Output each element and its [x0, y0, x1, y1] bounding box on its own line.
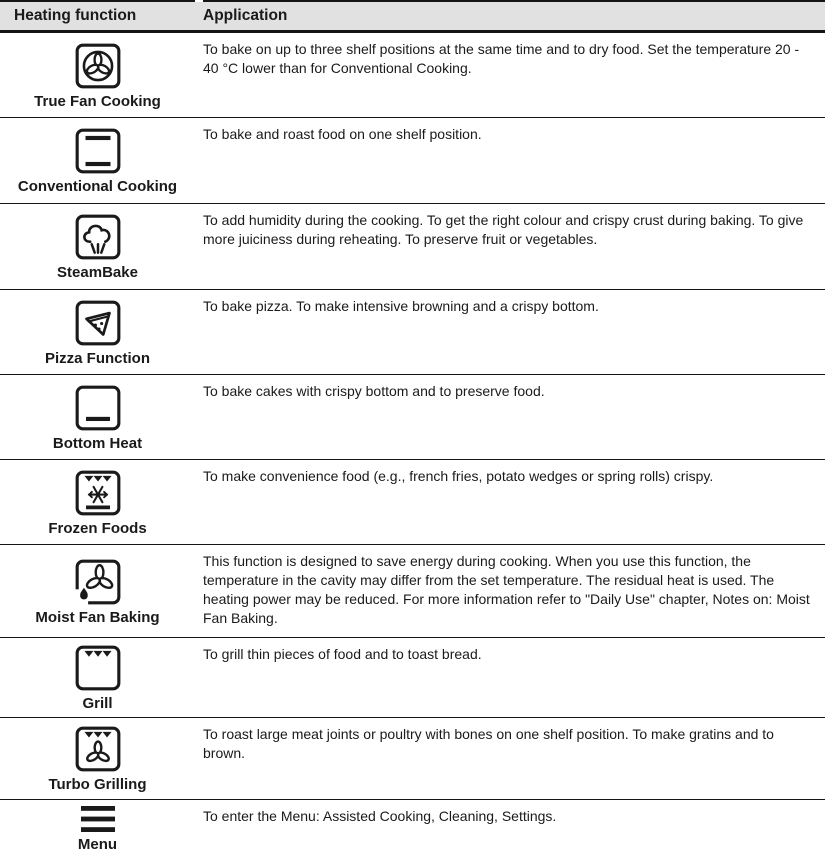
steambake-icon: [73, 212, 123, 262]
table-row: [0, 204, 825, 290]
function-name: Bottom Heat: [52, 434, 143, 452]
menu-icon: [76, 804, 120, 834]
bottom-heat-icon: [73, 383, 123, 433]
conventional-cooking-icon: [73, 126, 123, 176]
application-text: To roast large meat joints or poultry with bones on one shelf position. To make gratins and to brown.: [203, 726, 774, 761]
table-row: [0, 545, 825, 638]
table-row: [0, 638, 825, 718]
function-name: Pizza Function: [45, 349, 150, 367]
table-row: [0, 290, 825, 375]
application-text: To bake pizza. To make intensive browning and a crispy bottom.: [203, 298, 599, 314]
application-text: To grill thin pieces of food and to toast bread.: [203, 646, 482, 662]
table-row: [0, 800, 825, 857]
function-name: Menu: [77, 836, 118, 853]
header-application: Application: [203, 7, 288, 24]
function-name: Turbo Grilling: [48, 776, 147, 793]
function-cell: [0, 118, 195, 203]
function-name: Moist Fan Baking: [35, 608, 160, 626]
function-name: True Fan Cooking: [34, 92, 161, 110]
grill-icon: [73, 643, 123, 693]
function-cell: [0, 33, 195, 117]
table-row: [0, 33, 825, 118]
table-row: [0, 718, 825, 800]
function-cell: [0, 204, 195, 289]
table-header: [0, 0, 825, 33]
application-text: To enter the Menu: Assisted Cooking, Cleaning, Settings.: [203, 808, 557, 824]
function-cell: [0, 718, 195, 799]
header-heating-function: Heating function: [14, 7, 137, 24]
table-row: [0, 118, 825, 204]
function-cell: [0, 800, 195, 857]
function-name: Grill: [82, 695, 113, 712]
application-text: To bake on up to three shelf positions at the same time and to dry food. Set the temperature 20 - 40 °C lower than for Conventional Cooking.: [203, 41, 800, 76]
pizza-function-icon: [73, 298, 123, 348]
frozen-foods-icon: [73, 468, 123, 518]
function-cell: [0, 375, 195, 459]
moist-fan-baking-icon: [73, 557, 123, 607]
function-cell: [0, 545, 195, 637]
function-cell: [0, 460, 195, 544]
function-name: SteamBake: [57, 264, 138, 281]
table-body: [0, 33, 825, 857]
application-text: To bake and roast food on one shelf position.: [203, 126, 482, 142]
header-top-gap: [195, 0, 203, 2]
function-cell: [0, 638, 195, 717]
application-text: This function is designed to save energy during cooking. When you use this function, the temperature in the cavity may differ from the set temperature. The residual heat is used. The heating power may be reduced. For more information refer to "Daily Use" chapter, Notes on: Moist Fan Baking.: [203, 553, 810, 626]
function-cell: [0, 290, 195, 374]
function-name: Frozen Foods: [48, 519, 147, 537]
table-row: [0, 460, 825, 545]
application-text: To make convenience food (e.g., french fries, potato wedges or spring rolls) crispy.: [203, 468, 714, 484]
function-name: Conventional Cooking: [17, 178, 178, 195]
application-text: To bake cakes with crispy bottom and to preserve food.: [203, 383, 545, 399]
true-fan-cooking-icon: [73, 41, 123, 91]
table-row: [0, 375, 825, 460]
application-text: To add humidity during the cooking. To get the right colour and crispy crust during baking. To give more juiciness during reheating. To preserve fruit or vegetables.: [203, 212, 804, 247]
turbo-grilling-icon: [73, 724, 123, 774]
